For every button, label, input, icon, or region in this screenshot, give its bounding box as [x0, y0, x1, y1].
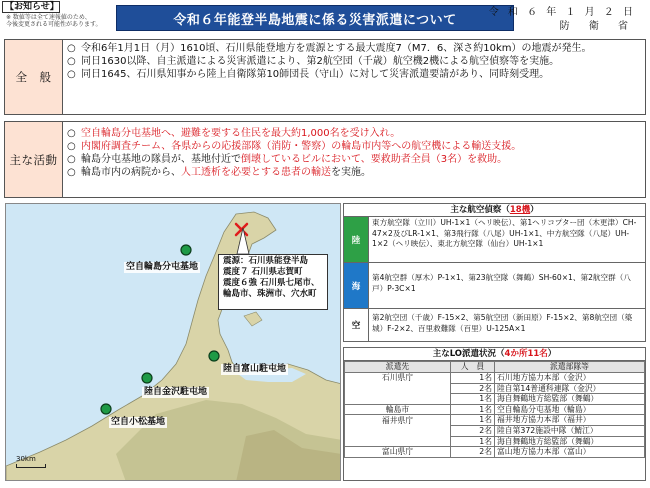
base-marker-komatsu[interactable]	[101, 404, 111, 414]
activity-item: ○ 輪島市内の病院から、人工透析を必要とする患者の輸送を実施。	[67, 167, 371, 178]
notice-note	[6, 14, 102, 28]
activity-item: ○ 輪島分屯基地の隊員が、基地付近で倒壊しているビルにおいて、要救助者全員（3名）を救助。	[67, 154, 508, 165]
bullet-circle-icon: ○	[67, 128, 76, 139]
activity-label: 主な活動	[5, 122, 63, 197]
bullet-circle-icon: ○	[67, 43, 76, 54]
base-label-toyama: 陸自富山駐屯地	[223, 364, 287, 374]
table-row: 1名 海自舞鶴地方総監部（舞鶴）	[345, 394, 645, 405]
lo-header-row	[345, 362, 645, 373]
base-marker-wajima[interactable]	[181, 245, 191, 255]
base-label-kanazawa: 陸自金沢駐屯地	[144, 387, 208, 397]
lo-panel-title: 主なLO派遣状況（4か所11名）	[344, 348, 645, 361]
lo-header-ppl: 人 員	[451, 362, 495, 373]
ground-aircraft-text: 東方航空隊（立川）UH-1×1（ヘリ映伝）、第1ヘリコプター団（木更津）CH-47×2及びLR-1×1、第3飛行隊（八尾）UH-1×1、中方航空隊（八尾）UH-1×2（ヘリ映伝）、東北方航空隊（仙台）UH-1×1	[372, 218, 637, 248]
quake-epicenter: 震源：石川県能登半島	[223, 256, 309, 266]
aircraft-row-maritime	[344, 263, 645, 309]
organization-name: 防 衛 省	[559, 21, 636, 32]
aircraft-row-air	[344, 309, 645, 341]
general-section	[4, 39, 646, 115]
maritime-aircraft-text: 第4航空群（厚木）P-1×1、第23航空隊（舞鶴）SH-60×1、第2航空群（八戸）P-3C×1	[372, 273, 631, 293]
air-aircraft-text: 第2航空団（千歳）F-15×2、第5航空団（新田原）F-15×2、第8航空団（築城）F-2×2、百里救難隊（百里）U-125A×1	[372, 313, 633, 333]
table-row: 1名 海自舞鶴地方総監部（舞鶴）	[345, 436, 645, 447]
activity-body	[63, 122, 645, 197]
notice-note-line-1: ※ 数値等は全て速報値のため、	[6, 14, 91, 21]
lo-table	[344, 361, 645, 458]
lo-header-unit: 派遣部隊等	[495, 362, 645, 373]
bullet-circle-icon: ○	[67, 141, 76, 152]
general-body	[63, 40, 645, 114]
earthquake-info-box	[218, 254, 328, 310]
lo-panel	[343, 347, 646, 481]
report-date: 令 和 ６ 年 １ 月 ２ 日	[488, 7, 636, 18]
activity-item: ○ 内閣府調査チーム、各県からの応援部隊（消防・警察）の輪島市内等への航空機による輸送支援。	[67, 141, 522, 152]
map-graphic	[6, 204, 341, 481]
page-title: 令和６年能登半島地震に係る災害派遣について	[116, 5, 514, 31]
quake-intensity-6plus-cont: 輪島市、珠洲市、穴水町	[223, 289, 317, 299]
activity-item: ○ 空自輪島分屯基地へ、避難を要する住民を最大約1,000名を受け入れ。	[67, 128, 401, 139]
ground-label: 陸	[344, 217, 369, 262]
notice-note-line-2: 今後変更される可能性があります。	[6, 21, 102, 28]
aircraft-panel-title: 主な航空偵察（18機）	[344, 204, 645, 217]
quake-intensity-6plus: 震度６強 石川県七尾市、	[223, 278, 320, 288]
activity-section	[4, 121, 646, 198]
general-item: ○ 令和6年1月1日（月）1610頃、石川県能登地方を震源とする最大震度7（M7．6、深さ約10km）の地震が発生。	[67, 43, 592, 54]
bullet-circle-icon: ○	[67, 69, 76, 80]
general-label: 全 般	[5, 40, 63, 114]
bullet-circle-icon: ○	[67, 167, 76, 178]
bullet-circle-icon: ○	[67, 154, 76, 165]
quake-intensity-7: 震度７ 石川県志賀町	[223, 267, 303, 277]
base-label-wajima: 空自輪島分屯基地	[126, 262, 199, 272]
notice-label: 【お知らせ】	[2, 1, 60, 13]
bullet-circle-icon: ○	[67, 56, 76, 67]
base-label-komatsu: 空自小松基地	[111, 417, 166, 427]
table-row: 輪島市 1名 空自輪島分屯基地（輪島）	[345, 404, 645, 415]
maritime-label: 海	[344, 263, 369, 308]
base-marker-toyama[interactable]	[209, 351, 219, 361]
air-label: 空	[344, 309, 369, 341]
scale-bar	[16, 464, 46, 468]
general-item: ○ 同日1645、石川県知事から陸上自衛隊第10師団長（守山）に対して災害派遣要請があり、同時刻受理。	[67, 69, 550, 80]
base-marker-kanazawa[interactable]	[142, 373, 152, 383]
aircraft-panel	[343, 203, 646, 342]
table-row: 富山県庁 2名 富山地方協力本部（富山）	[345, 447, 645, 458]
table-row: 2名 陸自第14普通科連隊（金沢）	[345, 383, 645, 394]
map-panel	[5, 203, 341, 481]
aircraft-row-ground	[344, 217, 645, 263]
lo-header-dest: 派遣先	[345, 362, 451, 373]
scale-label: 30km	[16, 455, 36, 463]
table-row: 石川県庁 1名 石川地方協力本部（金沢）	[345, 373, 645, 384]
table-row: 2名 陸自第372施設中隊（鯖江）	[345, 425, 645, 436]
table-row: 福井県庁 1名 福井地方協力本部（福井）	[345, 415, 645, 426]
general-item: ○ 同日1630以降、自主派遣による災害派遣により、第2航空団（千歳）航空機2機による航空偵察等を実施。	[67, 56, 560, 67]
